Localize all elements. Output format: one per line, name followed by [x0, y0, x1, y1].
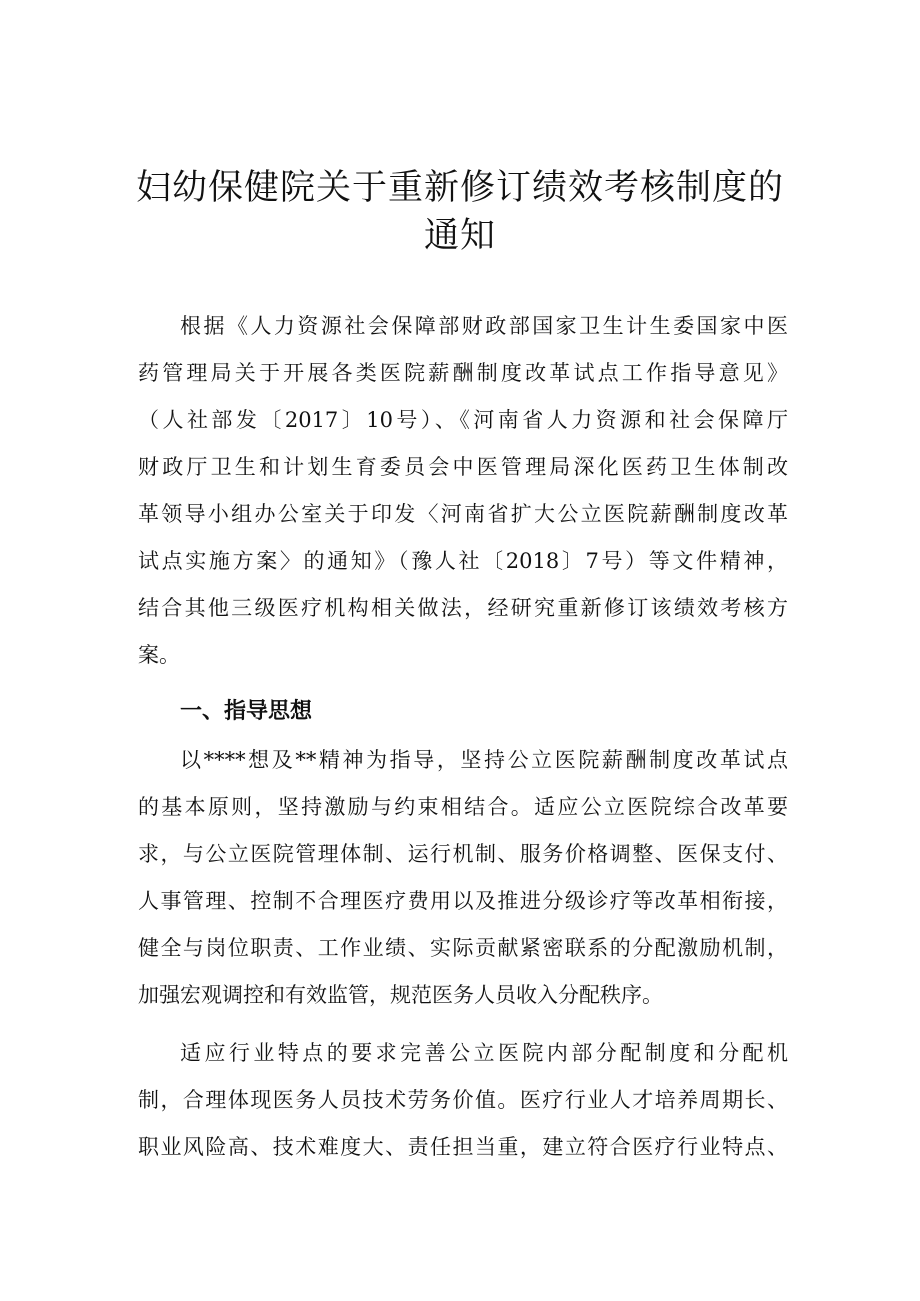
intro-line: 药管理局关于开展各类医院薪酬制度改革试点工作指导意见》 [138, 361, 788, 385]
section1-para1-line: 的基本原则，坚持激励与约束相结合。适应公立医院综合改革要 [138, 795, 788, 819]
intro-line: 结合其他三级医疗机构相关做法，经研究重新修订该绩效考核方 [138, 596, 788, 620]
section1-para1-line: 加强宏观调控和有效监管，规范医务人员收入分配秩序。 [138, 983, 663, 1007]
intro-line: 革领导小组办公室关于印发〈河南省扩大公立医院薪酬制度改革 [138, 502, 788, 526]
section1-para2-line: 适应行业特点的要求完善公立医院内部分配制度和分配机 [180, 1041, 788, 1065]
intro-line: （人社部发〔2017〕10号）、《河南省人力资源和社会保障厅 [138, 408, 788, 432]
intro-line: 案。 [138, 643, 180, 667]
section-heading: 一、指导思想 [180, 699, 313, 724]
section1-para1-line: 人事管理、控制不合理医疗费用以及推进分级诊疗等改革相衔接， [138, 889, 788, 913]
section1-para1-line: 健全与岗位职责、工作业绩、实际贡献紧密联系的分配激励机制， [138, 936, 788, 960]
intro-line: 根据《人力资源社会保障部财政部国家卫生计生委国家中医 [180, 314, 788, 338]
intro-line: 试点实施方案〉的通知》（豫人社〔2018〕7号）等文件精神， [138, 549, 788, 573]
section1-para2-line: 职业风险高、技术难度大、责任担当重，建立符合医疗行业特点、 [138, 1135, 788, 1159]
title-line-2: 通知 [423, 216, 496, 256]
section1-para2-line: 制，合理体现医务人员技术劳务价值。医疗行业人才培养周期长、 [138, 1088, 788, 1112]
intro-line: 财政厅卫生和计划生育委员会中医管理局深化医药卫生体制改 [138, 455, 788, 479]
section1-para1-line: 求，与公立医院管理体制、运行机制、服务价格调整、医保支付、 [138, 842, 788, 866]
section1-para1-line: 以****想及**精神为指导，坚持公立医院薪酬制度改革试点 [180, 748, 788, 772]
title-line-1: 妇幼保健院关于重新修订绩效考核制度的 [135, 168, 784, 208]
